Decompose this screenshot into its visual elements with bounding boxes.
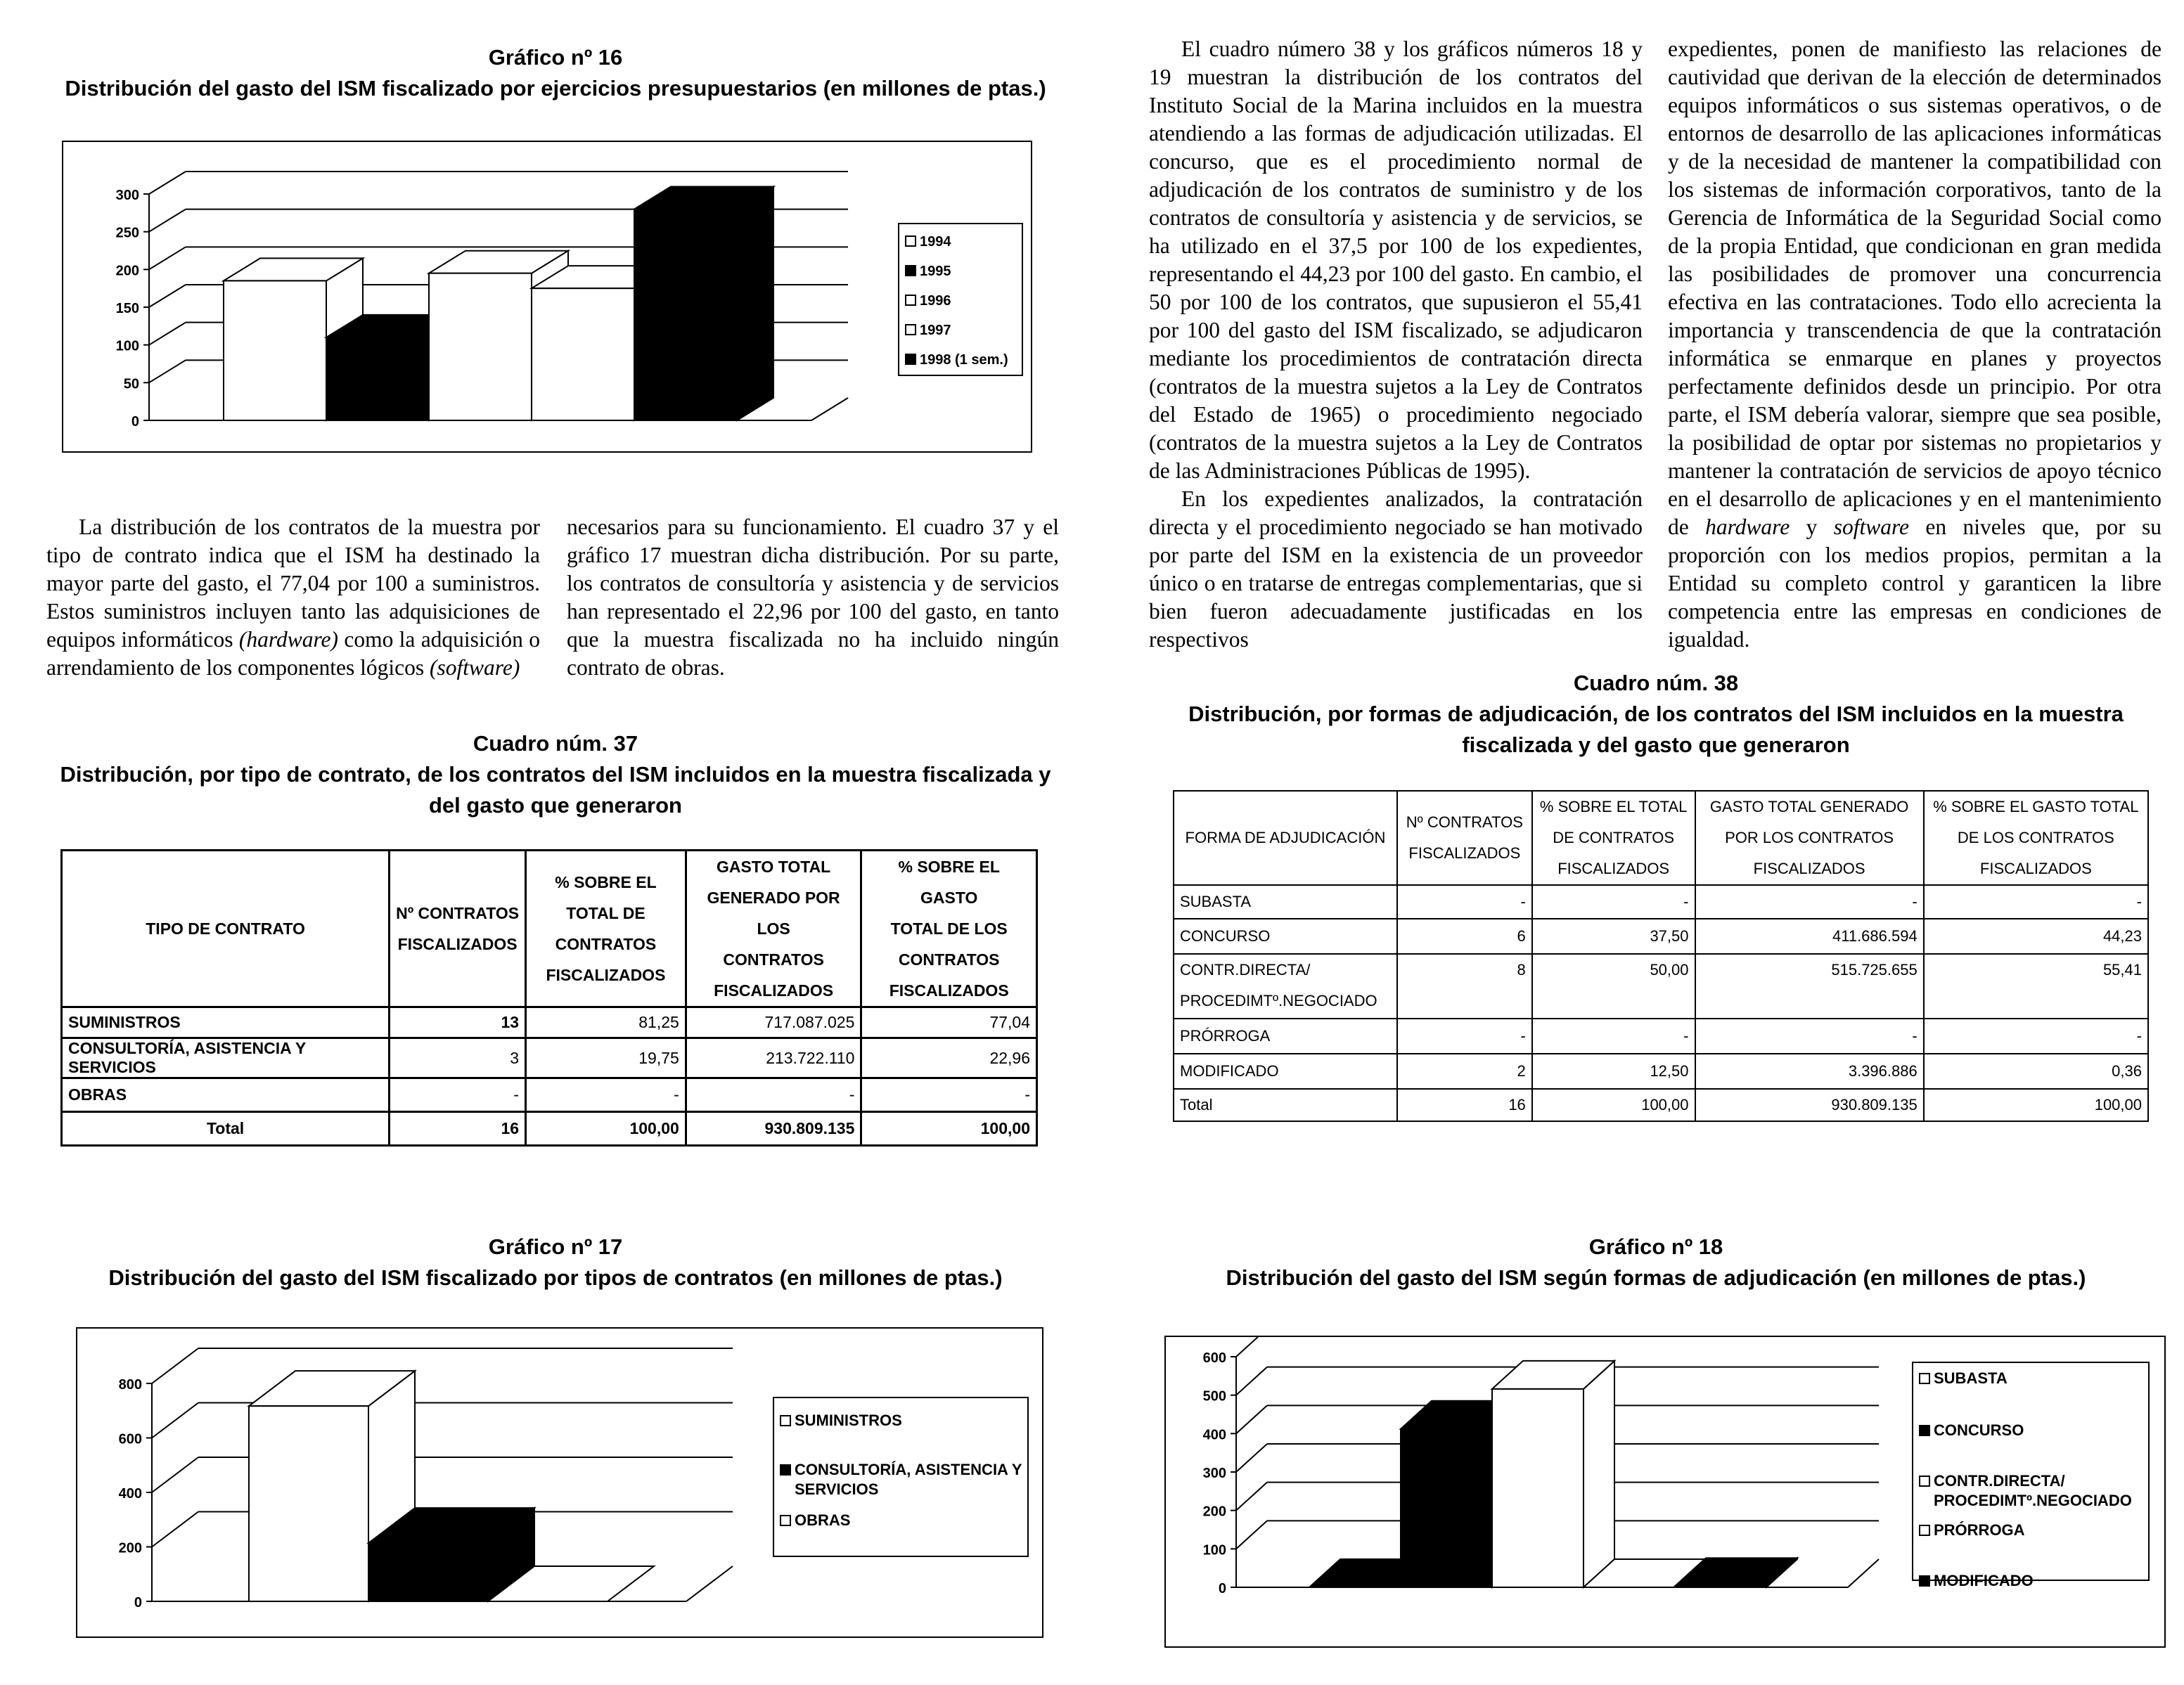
c38-h1: FORMA DE ADJUDICACIÓN bbox=[1185, 829, 1386, 846]
bar-1-front bbox=[368, 1543, 488, 1601]
c37-h1: TIPO DE CONTRATO bbox=[146, 919, 305, 938]
c38-h3c: FISCALIZADOS bbox=[1557, 860, 1670, 877]
legend-label: 1995 bbox=[920, 264, 951, 279]
c38-r2-pctgasto: 55,41 bbox=[1924, 954, 2148, 1019]
grid-depth-line bbox=[1236, 1405, 1267, 1433]
italic-software: (software) bbox=[429, 655, 520, 680]
legend-swatch bbox=[906, 295, 916, 305]
table-row bbox=[1174, 1019, 2148, 1054]
c38-header-pct bbox=[1532, 791, 1695, 885]
c38-r0-pct: - bbox=[1532, 885, 1695, 919]
c38-h4c: FISCALIZADOS bbox=[1753, 860, 1865, 877]
legend-swatch bbox=[781, 1516, 790, 1525]
c37-h5b: TOTAL DE LOS bbox=[890, 919, 1008, 938]
c38-r4-forma: MODIFICADO bbox=[1174, 1054, 1397, 1089]
c37-header-gasto bbox=[686, 851, 861, 1007]
c38-r2-forma bbox=[1174, 954, 1397, 1019]
table-row bbox=[1174, 919, 2148, 954]
left-paragraph-col2 bbox=[567, 513, 1059, 682]
c38-h4a: GASTO TOTAL GENERADO bbox=[1709, 798, 1909, 815]
grid-depth-line bbox=[1236, 1367, 1267, 1395]
chart-g17 bbox=[76, 1327, 1043, 1638]
c38-h5a: % SOBRE EL GASTO TOTAL bbox=[1933, 798, 2139, 815]
table-row bbox=[62, 1038, 1037, 1078]
c37-h3c: CONTRATOS bbox=[555, 935, 657, 953]
right-paragraph-col2 bbox=[1668, 35, 2161, 654]
right-col2-software: software bbox=[1833, 515, 1910, 539]
legend-label: 1994 bbox=[920, 234, 951, 250]
legend-label: 1997 bbox=[920, 323, 951, 338]
c37-r0-tipo: SUMINISTROS bbox=[62, 1007, 390, 1038]
c37-r2-gasto: - bbox=[686, 1078, 861, 1112]
c38-total-gasto: 930.809.135 bbox=[1695, 1089, 1924, 1121]
c38-title-line2: Distribución, por formas de adjudicación, de los contratos del ISM incluidos en la muestra bbox=[1188, 702, 2124, 726]
y-tick-label: 0 bbox=[131, 414, 139, 430]
legend-swatch bbox=[906, 266, 916, 276]
c37-title bbox=[28, 728, 1083, 821]
legend-label: MODIFICADO bbox=[1934, 1572, 2034, 1589]
c37-r1-gasto: 213.722.110 bbox=[686, 1038, 861, 1078]
c37-title-line3: del gasto que generaron bbox=[428, 793, 682, 818]
legend-swatch bbox=[781, 1416, 790, 1426]
c37-r0-gasto: 717.087.025 bbox=[686, 1007, 861, 1038]
c38-header-num bbox=[1397, 791, 1532, 885]
y-tick-label: 300 bbox=[115, 188, 139, 203]
y-tick-label: 150 bbox=[115, 301, 139, 316]
c38-r1-forma: CONCURSO bbox=[1174, 919, 1397, 954]
y-tick-label: 600 bbox=[1202, 1350, 1226, 1366]
c37-r0-pct: 81,25 bbox=[526, 1007, 686, 1038]
chart-g16-svg bbox=[63, 142, 1031, 451]
c37-r1-pct: 19,75 bbox=[526, 1038, 686, 1078]
c38-h3a: % SOBRE EL TOTAL bbox=[1539, 798, 1688, 815]
legend-swatch bbox=[906, 354, 916, 364]
c37-r1-pctgasto: 22,96 bbox=[861, 1038, 1037, 1078]
c38-r2-forma-l1: CONTR.DIRECTA/ bbox=[1180, 961, 1311, 979]
c37-total-gasto: 930.809.135 bbox=[686, 1112, 861, 1146]
legend-swatch bbox=[1920, 1426, 1929, 1435]
left-paragraph-col2-text: necesarios para su funcionamiento. El cuadro 37 y el gráfico 17 muestran dicha distribución. Por su parte, los contratos de consultoría y asistencia y de servicios han representado el 22,96 por 100 del gasto, en tanto que la muestra fiscalizada no ha incluido ningún contrato de obras. bbox=[567, 515, 1059, 680]
c37-r0-num: 13 bbox=[390, 1007, 526, 1038]
y-tick-label: 50 bbox=[123, 376, 139, 392]
grid-depth-line bbox=[149, 360, 186, 382]
c38-r2-pct: 50,00 bbox=[1532, 954, 1695, 1019]
y-tick-label: 250 bbox=[115, 225, 139, 241]
c37-h4c: CONTRATOS bbox=[723, 950, 824, 969]
c38-r3-pctgasto: - bbox=[1924, 1019, 2148, 1054]
y-tick-label: 100 bbox=[115, 338, 139, 354]
bar-4-side bbox=[737, 186, 773, 420]
legend-swatch bbox=[1920, 1576, 1929, 1586]
y-tick-label: 300 bbox=[1202, 1466, 1226, 1481]
c38-title-line1: Cuadro núm. 38 bbox=[1573, 671, 1739, 695]
c38-h3b: DE CONTRATOS bbox=[1553, 829, 1675, 846]
legend-label: 1996 bbox=[920, 293, 951, 309]
c38-total-pct: 100,00 bbox=[1532, 1089, 1695, 1121]
c37-h3a: % SOBRE EL bbox=[555, 873, 657, 891]
chart-g16 bbox=[62, 141, 1032, 453]
c38-h2a: Nº CONTRATOS bbox=[1406, 813, 1523, 831]
c37-title-line1: Cuadro núm. 37 bbox=[473, 731, 638, 756]
c38-r1-pct: 37,50 bbox=[1532, 919, 1695, 954]
y-tick-label: 200 bbox=[1202, 1504, 1226, 1520]
legend-label: 1998 (1 sem.) bbox=[920, 352, 1008, 368]
bar-4-front bbox=[1675, 1586, 1766, 1587]
legend-label: SUBASTA bbox=[1934, 1369, 2008, 1387]
grid-depth-line bbox=[149, 209, 186, 232]
c38-total-num: 16 bbox=[1397, 1089, 1532, 1121]
legend-box bbox=[1913, 1362, 2149, 1580]
c38-r0-forma: SUBASTA bbox=[1174, 885, 1397, 919]
left-paragraph-col1-text: La distribución de los contratos de la muestra por tipo de contrato indica que el ISM ha destinado la mayor parte del gasto, el 77,04 por 100 a suministros. Estos suministros incluyen tanto las adquisiciones de equipos informáticos (hardware) como la adquisición o arrendamiento de los componentes lógicos (software) bbox=[46, 515, 540, 680]
legend-label: PRÓRROGA bbox=[1934, 1521, 2025, 1539]
grid-depth-line bbox=[1236, 1337, 1267, 1357]
c38-r1-gasto: 411.686.594 bbox=[1695, 919, 1924, 954]
c38-r3-num: - bbox=[1397, 1019, 1532, 1054]
c37-r1-num: 3 bbox=[390, 1038, 526, 1078]
c37-h4b: GENERADO POR LOS bbox=[707, 889, 840, 938]
right-paragraph-col2-text bbox=[1668, 35, 2161, 654]
c38-r4-pctgasto: 0,36 bbox=[1924, 1054, 2148, 1089]
x-axis-depth bbox=[686, 1566, 733, 1601]
c37-h4a: GASTO TOTAL bbox=[716, 858, 831, 876]
grid-depth-line bbox=[149, 323, 186, 345]
bar-4-front bbox=[634, 209, 737, 420]
c38-h4b: POR LOS CONTRATOS bbox=[1725, 829, 1894, 846]
legend-label: CONCURSO bbox=[1934, 1421, 2024, 1439]
c37-h4d: FISCALIZADOS bbox=[714, 981, 834, 1000]
c37-header-row bbox=[62, 851, 1037, 1007]
grid-depth-line bbox=[1236, 1483, 1267, 1511]
chart-g17-svg bbox=[77, 1329, 1042, 1636]
grid-depth-line bbox=[152, 1348, 198, 1383]
y-tick-label: 400 bbox=[118, 1486, 142, 1502]
bar-2-side bbox=[1584, 1361, 1614, 1587]
c38-header-gasto bbox=[1695, 791, 1924, 885]
g18-title-line2: Distribución del gasto del ISM según formas de adjudicación (en millones de ptas.) bbox=[1226, 1265, 2086, 1290]
c38-r3-forma: PRÓRROGA bbox=[1174, 1019, 1397, 1054]
y-tick-label: 200 bbox=[115, 263, 139, 279]
g17-title-line1: Gráfico nº 17 bbox=[488, 1234, 623, 1259]
c38-r3-pct: - bbox=[1532, 1019, 1695, 1054]
right-col2-part-b: en niveles que, por su proporción con los medios propios, permitan a la Entidad su completo control y garanticen la libre competencia entre las empresas en condiciones de igualdad. bbox=[1668, 515, 2162, 652]
g16-title-line1: Gráfico nº 16 bbox=[488, 45, 623, 70]
c38-title bbox=[1139, 668, 2173, 761]
c38-r1-pctgasto: 44,23 bbox=[1924, 919, 2148, 954]
c37-total-label: Total bbox=[62, 1112, 390, 1146]
c37-h5a: % SOBRE EL GASTO bbox=[898, 858, 1000, 907]
right-col2-part-a: expedientes, ponen de manifiesto las relaciones de cautividad que derivan de la elección de determinados equipos informáticos o sus sistemas operativos, o de entornos de desarrollo de las aplicaciones informáticas y de la necesidad de mantener la compatibilidad con los sistemas de información corporativos, tanto de la Gerencia de Informática de la Seguridad Social como de la propia Entidad, que condicionan en gran medida las posibilidades de promover una concurrencia efectiva en las contrataciones. Todo ello acrecienta la importancia y transcendencia de que la contratación informática se enmarque en planes y proyectos perfectamente definidos desde un principio. Por otra parte, el ISM debería valorar, siempre que sea posible, la posibilidad de optar por sistemas no propietarios y mantener la contratación de servicios de apoyo técnico en el desarrollo de aplicaciones y en el mantenimiento de bbox=[1668, 37, 2161, 539]
y-tick-label: 0 bbox=[1218, 1581, 1226, 1596]
legend-label: PROCEDIMTº.NEGOCIADO bbox=[1934, 1492, 2132, 1509]
grid-depth-line bbox=[152, 1457, 198, 1492]
italic-hardware: (hardware) bbox=[238, 627, 339, 652]
c38-total-row bbox=[1174, 1089, 2148, 1121]
grid-depth-line bbox=[1236, 1521, 1267, 1549]
c37-total-num: 16 bbox=[390, 1112, 526, 1146]
right-paragraph-col1-p1: El cuadro número 38 y los gráficos números 18 y 19 muestran la distribución de los contratos del Instituto Social de la Marina incluidos en la muestra atendiendo a las formas de adjudicación utilizadas. El concurso, que es el procedimiento normal de adjudicación de los contratos de suministro y de los contratos de consultoría y asistencia y de servicios, se ha utilizado en el 37,5 por 100 de los expedientes, representando el 44,23 por 100 del gasto. En cambio, el 50 por 100 de los contratos, que supusieron el 55,41 por 100 del gasto del ISM fiscalizado, se adjudicaron mediante los procedimientos de contratación directa (contratos de la muestra sujetos a la Ley de Contratos del Estado de 1965) o procedimiento negociado (contratos de la muestra sujetos a la Ley de Contratos de las Administraciones Públicas de 1995). bbox=[1149, 37, 1643, 483]
legend-swatch bbox=[1920, 1476, 1929, 1486]
c38-h2b: FISCALIZADOS bbox=[1408, 844, 1521, 862]
c37-h3b: TOTAL DE bbox=[566, 904, 645, 922]
y-tick-label: 100 bbox=[1202, 1542, 1226, 1558]
legend-swatch bbox=[906, 236, 916, 246]
table-row bbox=[62, 1078, 1037, 1112]
grid-depth-line bbox=[152, 1512, 198, 1547]
c37-total-pct: 100,00 bbox=[526, 1112, 686, 1146]
c37-r2-tipo: OBRAS bbox=[62, 1078, 390, 1112]
bar-3-front bbox=[532, 288, 634, 420]
c38-total-label: Total bbox=[1174, 1089, 1397, 1121]
g18-title bbox=[1139, 1232, 2173, 1293]
right-paragraph-col1 bbox=[1149, 35, 1643, 654]
c37-header-tipo bbox=[62, 851, 390, 1007]
c38-total-pctgasto: 100,00 bbox=[1924, 1089, 2148, 1121]
c38-header-pctgasto bbox=[1924, 791, 2148, 885]
c38-r2-num: 8 bbox=[1397, 954, 1532, 1019]
c38-header-row bbox=[1174, 791, 2148, 885]
right-col2-y: y bbox=[1806, 515, 1818, 539]
c37-h5d: FISCALIZADOS bbox=[889, 981, 1009, 1000]
c38-title-line3: fiscalizada y del gasto que generaron bbox=[1462, 732, 1850, 757]
legend-label: CONSULTORÍA, ASISTENCIA Y bbox=[795, 1461, 1022, 1478]
c37-header-num bbox=[390, 851, 526, 1007]
c38-r2-forma-l2: PROCEDIMTº.NEGOCIADO bbox=[1180, 992, 1377, 1009]
c38-r4-pct: 12,50 bbox=[1532, 1054, 1695, 1089]
c37-r1-tipo: CONSULTORÍA, ASISTENCIA Y SERVICIOS bbox=[62, 1038, 390, 1078]
right-col2-hardware: hardware bbox=[1705, 515, 1790, 539]
left-paragraph-col1 bbox=[46, 513, 540, 682]
c37-h2b: FISCALIZADOS bbox=[397, 935, 518, 953]
legend-label: CONTR.DIRECTA/ bbox=[1934, 1472, 2065, 1490]
c38-r2-gasto: 515.725.655 bbox=[1695, 954, 1924, 1019]
c38-r0-num: - bbox=[1397, 885, 1532, 919]
legend-label: SERVICIOS bbox=[795, 1480, 879, 1498]
legend-swatch bbox=[1920, 1525, 1929, 1535]
c37-r2-pct: - bbox=[526, 1078, 686, 1112]
c38-header-forma bbox=[1174, 791, 1397, 885]
bar-0-front bbox=[224, 280, 326, 420]
c37-r2-pctgasto: - bbox=[861, 1078, 1037, 1112]
y-tick-label: 500 bbox=[1202, 1388, 1226, 1405]
chart-g18 bbox=[1164, 1336, 2166, 1648]
y-tick-label: 400 bbox=[1202, 1427, 1226, 1443]
bar-1-front bbox=[326, 337, 429, 420]
c37-h3d: FISCALIZADOS bbox=[546, 966, 666, 984]
table-row bbox=[62, 1007, 1037, 1038]
bar-2-front bbox=[429, 273, 532, 420]
grid-depth-line bbox=[149, 172, 186, 194]
c37-table bbox=[60, 849, 1038, 1147]
c38-r3-gasto: - bbox=[1695, 1019, 1924, 1054]
grid-depth-line bbox=[149, 285, 186, 307]
y-tick-label: 0 bbox=[134, 1595, 142, 1610]
c38-h5c: FISCALIZADOS bbox=[1979, 860, 2092, 877]
c38-r4-gasto: 3.396.886 bbox=[1695, 1054, 1924, 1089]
c38-r0-pctgasto: - bbox=[1924, 885, 2148, 919]
legend-swatch bbox=[1920, 1374, 1929, 1383]
c38-r1-num: 6 bbox=[1397, 919, 1532, 954]
chart-g18-svg bbox=[1166, 1337, 2164, 1646]
c37-r0-pctgasto: 77,04 bbox=[861, 1007, 1037, 1038]
table-row bbox=[1174, 1054, 2148, 1089]
c38-r4-num: 2 bbox=[1397, 1054, 1532, 1089]
legend-label: OBRAS bbox=[795, 1511, 851, 1529]
table-row bbox=[1174, 954, 2148, 1019]
table-row bbox=[1174, 885, 2148, 919]
grid-depth-line bbox=[1236, 1444, 1267, 1472]
grid-depth-line bbox=[149, 247, 186, 269]
y-tick-label: 800 bbox=[118, 1377, 142, 1393]
g17-title-line2: Distribución del gasto del ISM fiscalizado por tipos de contratos (en millones de ptas.) bbox=[108, 1265, 1003, 1290]
bar-2-front bbox=[1492, 1389, 1584, 1587]
right-paragraph-col1-p2: En los expedientes analizados, la contratación directa y el procedimiento negociado se han motivado por parte del ISM en la existencia de un proveedor único o en tratarse de entregas complementarias, que si bien fueron adecuadamente justificadas en los respectivos bbox=[1149, 486, 1643, 652]
c37-r2-num: - bbox=[390, 1078, 526, 1112]
c37-header-pctgasto bbox=[861, 851, 1037, 1007]
g18-title-line1: Gráfico nº 18 bbox=[1588, 1234, 1723, 1259]
c37-h2a: Nº CONTRATOS bbox=[396, 904, 520, 922]
c37-h5c: CONTRATOS bbox=[898, 950, 1000, 969]
bar-1-front bbox=[1401, 1429, 1492, 1587]
g16-title bbox=[28, 42, 1083, 104]
c37-total-row bbox=[62, 1112, 1037, 1146]
y-tick-label: 200 bbox=[118, 1540, 142, 1556]
c37-title-line2: Distribución, por tipo de contrato, de los contratos del ISM incluidos en la muestra fiscalizada y bbox=[60, 762, 1051, 787]
x-axis-depth bbox=[811, 398, 848, 420]
grid-depth-line bbox=[152, 1403, 198, 1438]
c38-r0-gasto: - bbox=[1695, 885, 1924, 919]
legend-label: SUMINISTROS bbox=[795, 1412, 902, 1429]
c37-header-pct bbox=[526, 851, 686, 1007]
c38-table bbox=[1173, 790, 2149, 1122]
g17-title bbox=[28, 1232, 1083, 1293]
c38-h5b: DE LOS CONTRATOS bbox=[1957, 829, 2114, 846]
y-tick-label: 600 bbox=[118, 1431, 142, 1447]
bar-0-front bbox=[249, 1406, 368, 1601]
legend-swatch bbox=[906, 325, 916, 335]
legend-swatch bbox=[781, 1465, 790, 1475]
x-axis-depth bbox=[1848, 1559, 1879, 1587]
g16-title-line2: Distribución del gasto del ISM fiscalizado por ejercicios presupuestarios (en millones de ptas.) bbox=[65, 76, 1046, 101]
c37-total-pctgasto: 100,00 bbox=[861, 1112, 1037, 1146]
